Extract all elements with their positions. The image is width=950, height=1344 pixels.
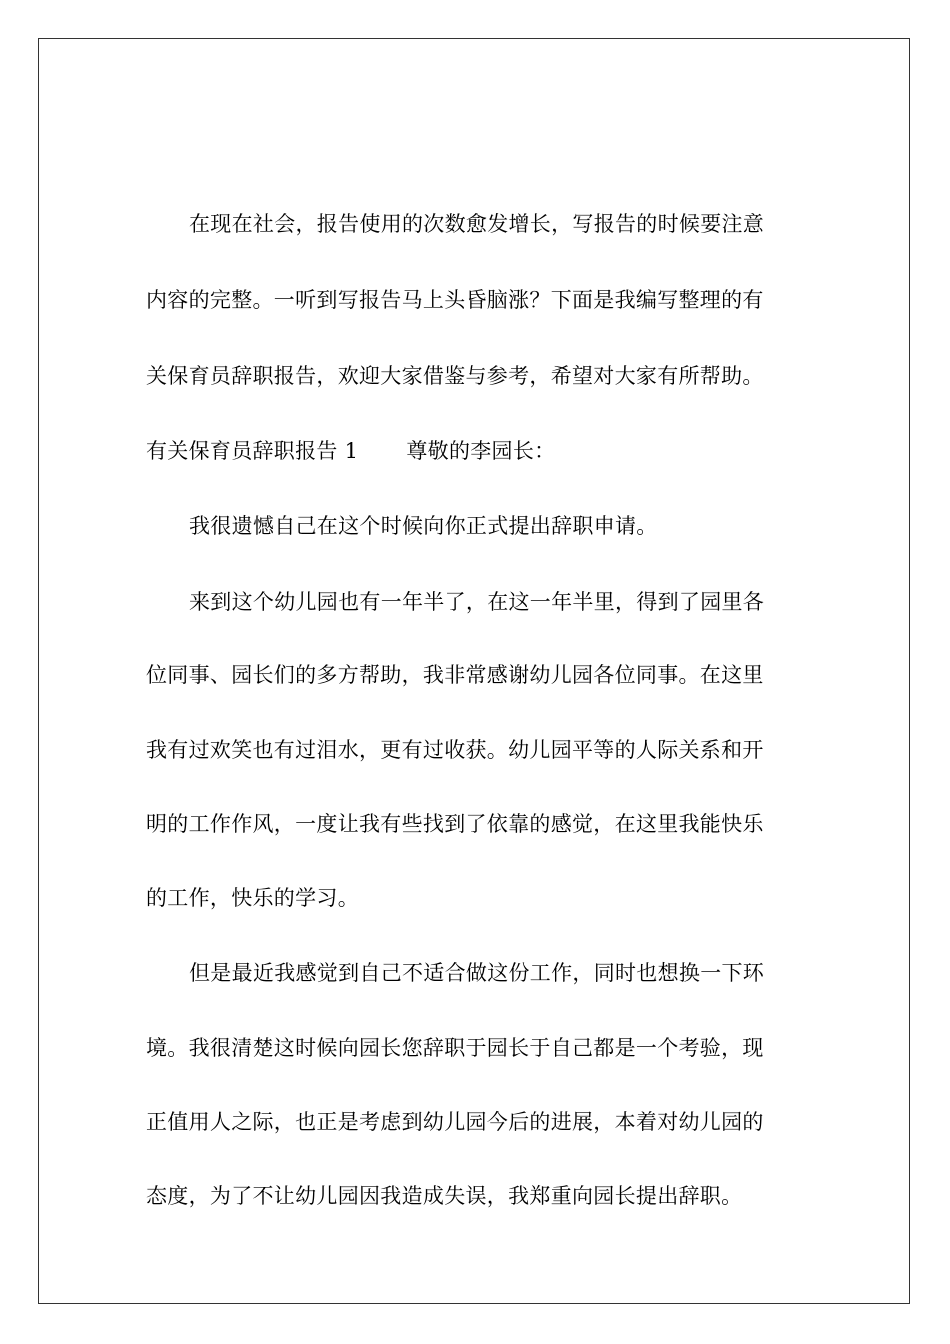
body-line-10: 态度，为了不让幼儿园因我造成失误，我郑重向园长提出辞职。 bbox=[146, 1184, 743, 1208]
body-line-8: 境。我很清楚这时候向园长您辞职于园长于自己都是一个考验，现 bbox=[146, 1036, 764, 1060]
body-line-2: 来到这个幼儿园也有一年半了，在这一年半里，得到了园里各 bbox=[189, 590, 765, 614]
salutation: 尊敬的李园长： bbox=[406, 439, 556, 463]
body-line-3: 位同事、园长们的多方帮助，我非常感谢幼儿园各位同事。在这里 bbox=[146, 663, 764, 687]
body-line-6: 的工作，快乐的学习。 bbox=[146, 886, 359, 910]
body-line-1: 我很遗憾自己在这个时候向你正式提出辞职申请。 bbox=[189, 514, 658, 538]
intro-line-2: 内容的完整。一听到写报告马上头昏脑涨？下面是我编写整理的有 bbox=[146, 288, 764, 312]
body-line-7: 但是最近我感觉到自己不适合做这份工作，同时也想换一下环 bbox=[189, 961, 765, 985]
report-title: 有关保育员辞职报告 1 bbox=[146, 439, 359, 463]
body-line-4: 我有过欢笑也有过泪水，更有过收获。幼儿园平等的人际关系和开 bbox=[146, 738, 764, 762]
heading-line bbox=[146, 436, 796, 466]
body-line-5: 明的工作作风，一度让我有些找到了依靠的感觉，在这里我能快乐 bbox=[146, 812, 764, 836]
intro-line-1: 在现在社会，报告使用的次数愈发增长，写报告的时候要注意 bbox=[189, 212, 765, 236]
intro-line-3: 关保育员辞职报告，欢迎大家借鉴与参考，希望对大家有所帮助。 bbox=[146, 364, 764, 388]
body-line-9: 正值用人之际，也正是考虑到幼儿园今后的进展，本着对幼儿园的 bbox=[146, 1110, 764, 1134]
